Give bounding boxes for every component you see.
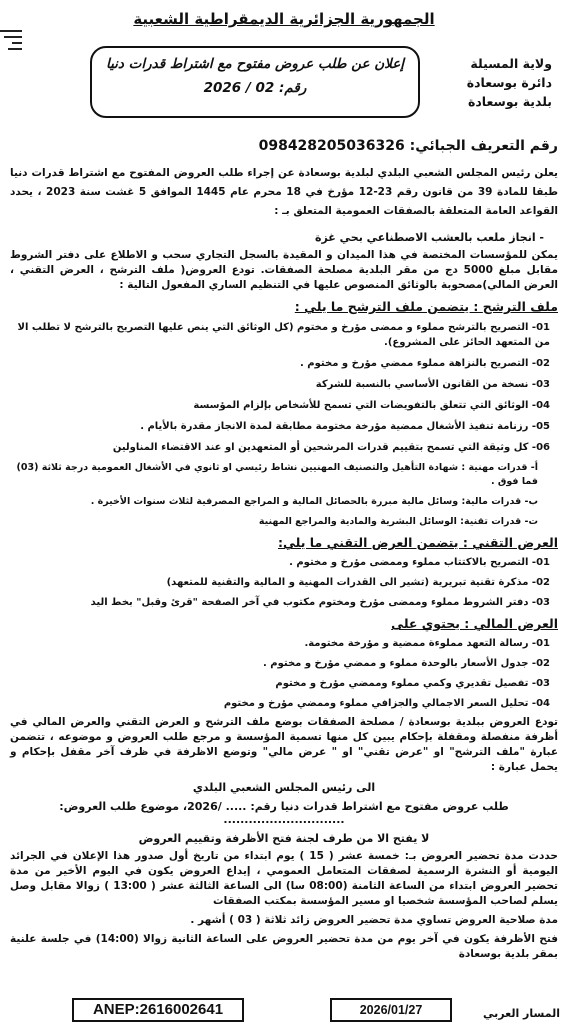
candidature-section-title (10, 299, 558, 314)
financial-title: العرض المالي (473, 616, 558, 631)
envelope-reference: طلب عروض مفتوح مع اشتراط قدرات دنيا رقم: ..... /2026، موضوع طلب العروض: ............................. (59, 800, 509, 826)
envelope-warning: لا يفتح الا من طرف لجنة فتح الأظرفة وتقييم العروض (138, 832, 430, 845)
baladia-label: بلدية بوسعادة (467, 94, 552, 109)
capacity-item: ب- قدرات مالية: وسائل مالية مبررة بالحصائل المالية و المراجع المصرفية لثلاث سنوات الأخيرة . (90, 496, 538, 507)
technical-item: 01- التصريح بالاكتتاب مملوء وممضى مؤرخ و مختوم . (289, 557, 550, 568)
technical-item: 02- مذكرة تقنية تبريرية (تشير الى القدرات المهنية و المالية والتقنية للمتعهد) (166, 577, 550, 588)
submission-paragraph: تودع العروض ببلدية بوسعادة / مصلحة الصفقات بوضع ملف الترشح و العرض التقني والعرض المالي في أظرفة منفصلة ومقفلة بإحكام يبين كل منها تسمية المؤسسة و مرجع طلب العروض و موضوعه ، تتضمن عبارة "ملف الترشح" او "عرض تقني" او " عرض مالي" وتوضع الاظرفة في ظرف آخر مقفل بإحكام و يحمل عبارة : (10, 716, 558, 773)
candidature-title: ملف الترشح (482, 299, 558, 314)
technical-subtitle: : يتضمن العرض التقني ما يلي: (278, 535, 468, 550)
technical-title: العرض التقني (472, 535, 558, 550)
capacity-item: ت- قدرات تقنية: الوسائل البشرية والمادية والمراجع المهنية (258, 516, 538, 527)
financial-item: 01- رسالة التعهد مملوءة ممضية و مؤرخة مختومة. (304, 638, 550, 649)
financial-section-title (10, 616, 558, 631)
technical-section-title (10, 535, 558, 550)
wilaya-label: ولاية المسيلة (470, 56, 552, 71)
daira-label: دائرة بوسعادة (466, 75, 552, 90)
footer (0, 996, 568, 1024)
candidature-item: 02- التصريح بالنزاهة مملوء ممضي مؤرخ و مختوم . (300, 358, 550, 369)
anep-number: ANEP:2616002641 (72, 998, 244, 1022)
republic-heading: الجمهورية الجزائرية الديمقراطية الشعبية (133, 10, 435, 28)
announcement-title-box (90, 46, 420, 118)
tax-id: رقم التعريف الجبائي: 098428205036326 (258, 138, 558, 154)
capacity-item: أ- قدرات مهنية : شهادة التأهيل والتصنيف المهنيين نشاط رئيسي او ثانوي في الأشغال العمومية درجة ثلاثة (03) فما فوق . (16, 462, 538, 487)
candidature-item: 04- الوثائق التي تتعلق بالتفويضات التي تسمح للأشخاص بإلزام المؤسسة (193, 400, 550, 411)
candidature-item: 03- نسخة من القانون الأساسي بالنسبة للشركة (315, 379, 550, 390)
header-row (10, 46, 558, 116)
deadline-paragraph: حددت مدة تحضير العروض بـ: خمسة عشر ( 15 ) يوم ابتداء من تاريخ أول صدور هذا الإعلان في الجرائد اليومية أو النشرة الرسمية لصفقات المتعامل العمومي ، إيداع العروض يكون في اليوم الأخير من مدة تحضير العروض ابتداء من الساعة الثامنة (08:00 سا) الى الساعة الثالثة عشر ( 13:00 ) زوالا مقابل وصل يسلم لصاحب المؤسسة شخصيا او مسير المؤسسة بمكتب الصفقات (10, 850, 559, 907)
newspaper-name: المسار العربي (483, 1007, 560, 1020)
administration-block (442, 54, 552, 111)
financial-item: 02- جدول الأسعار بالوحدة مملوء و ممضي مؤرخ و مختوم . (262, 658, 550, 669)
publication-date: 2026/01/27 (330, 998, 452, 1022)
financial-item: 04- تحليل السعر الاجمالي والجزافي مملوء وممضي مؤرخ و مختوم (223, 698, 550, 709)
financial-subtitle: : يحتوي على (391, 616, 470, 631)
opening-paragraph: فتح الأظرفة يكون في آخر يوم من مدة تحضير العروض على الساعة الثانية زوالا (14:00) في جلسة علنية بمقر بلدية بوسعادة (10, 933, 558, 960)
candidature-item: 01- التصريح بالترشح مملوء و ممضى مؤرخ و مختوم (كل الوثائق التي ينص عليها التصريح بالترشح لا تطلب الا من المتعهد الحائز على المشروع). (17, 322, 550, 348)
announcement-title: إعلان عن طلب عروض مفتوح مع اشتراط قدرات دنيا (105, 56, 405, 72)
announcement-number: رقم: 02 / 2026 (203, 80, 307, 96)
envelope-recipient: الى رئيس المجلس الشعبي البلدي (192, 781, 376, 794)
candidature-item: 06- كل وثيقة التي تسمح بتقييم قدرات المرشحين أو المتعهدين او عند الاقتضاء المناولين (112, 442, 550, 453)
candidature-subtitle: : يتضمن ملف الترشح ما يلي : (294, 299, 479, 314)
validity-paragraph: مدة صلاحية العروض تساوي مدة تحضير العروض زائد ثلاثة ( 03 ) أشهر . (190, 914, 558, 926)
candidature-item: 05- رزنامة تنفيذ الأشغال ممضية مؤرخة مختومة مطابقة لمدة الانجاز مقدرة بالأيام . (140, 421, 550, 432)
technical-item: 03- دفتر الشروط مملوء وممضى مؤرخ ومختوم مكتوب في آخر الصفحة "قرئ وقبل" بخط اليد (90, 597, 550, 608)
eligibility-paragraph: يمكن للمؤسسات المختصة في هذا الميدان و المقيدة بالسجل التجاري سحب و الاطلاع على دفتر الشروط مقابل مبلغ 5000 دج من مقر البلدية مصلحة الصفقات. تودع العروض( ملف الترشح ، العرض التقني ، العرض المالي)مصحوبة بالوثائق المنصوص عليها في التنظيم الساري المفعول التالية : (10, 249, 558, 291)
project-title: - انجاز ملعب بالعشب الاصطناعي بحي غزة (314, 231, 544, 244)
intro-paragraph: يعلن رئيس المجلس الشعبي البلدي لبلدية بوسعادة عن إجراء طلب العروض المفتوح مع اشتراط قدرات دنيا طبقا للمادة 39 من قانون رقم 23-12 مؤرخ في 18 محرم عام 1445 الموافق 5 غشت سنة 2023 ، يحدد القواعد العامة المتعلقة بالصفقات العمومية المتعلق بـ : (10, 167, 559, 217)
financial-item: 03- تفصيل تقديري وكمي مملوء وممضي مؤرخ و مختوم (275, 678, 550, 689)
